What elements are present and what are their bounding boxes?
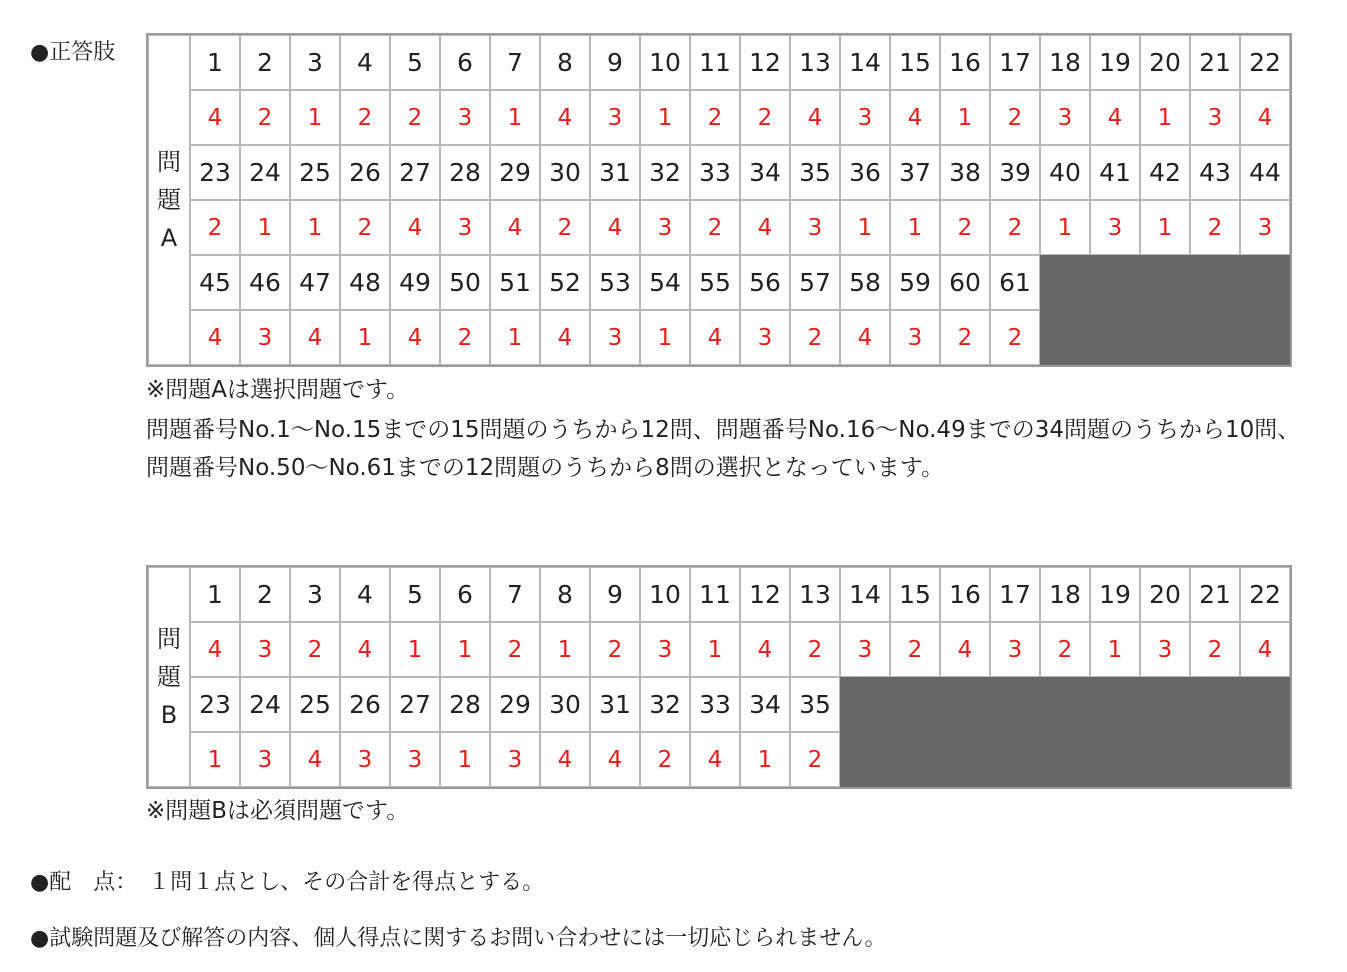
note-a-line1: ※問題Aは選択問題です。 (146, 377, 410, 403)
table-a-answer-value: 2 (340, 200, 390, 255)
table-b-answer-row (148, 622, 1290, 677)
table-b-question-number: 21 (1190, 567, 1240, 622)
table-a-question-number: 12 (740, 35, 790, 90)
table-b-question-number: 13 (790, 567, 840, 622)
table-a-answer-value: 4 (1240, 90, 1290, 145)
table-a-answer-value: 4 (540, 310, 590, 365)
table-b-question-number: 3 (290, 567, 340, 622)
table-a-question-number: 49 (390, 255, 440, 310)
table-a-answer-value: 4 (790, 90, 840, 145)
table-a-answer-value: 1 (940, 90, 990, 145)
table-a-answer-value: 4 (590, 200, 640, 255)
table-b-question-number: 28 (440, 677, 490, 732)
answer-table-a (146, 33, 1292, 367)
table-a-question-number: 8 (540, 35, 590, 90)
table-a-question-number: 1 (190, 35, 240, 90)
table-b-question-number: 22 (1240, 567, 1290, 622)
table-a-answer-value: 1 (890, 200, 940, 255)
table-a-answer-value: 1 (640, 310, 690, 365)
table-a-question-number: 47 (290, 255, 340, 310)
table-a-answer-value: 3 (790, 200, 840, 255)
table-b-answer-value: 2 (290, 622, 340, 677)
table-b-question-number: 26 (340, 677, 390, 732)
table-a-answer-value: 3 (1240, 200, 1290, 255)
table-a-question-number: 13 (790, 35, 840, 90)
table-b-answer-value: 4 (340, 622, 390, 677)
table-a-question-number: 23 (190, 145, 240, 200)
table-b-row-label: 問 題 B (148, 567, 190, 787)
table-a-answer-value: 3 (440, 90, 490, 145)
table-b-question-number: 32 (640, 677, 690, 732)
scoring-note: ●配 点： １問１点とし、その合計を得点とする。 (30, 870, 545, 895)
table-b-answer-value: 2 (890, 622, 940, 677)
table-b-answer-value: 2 (790, 732, 840, 787)
table-b-answer-value: 4 (590, 732, 640, 787)
table-a-question-number: 27 (390, 145, 440, 200)
table-a-answer-value: 3 (1040, 90, 1090, 145)
table-a-answer-value: 4 (390, 310, 440, 365)
table-a-question-number: 39 (990, 145, 1040, 200)
note-a-line2: 問題番号No.1～No.15までの15問題のうちから12問、問題番号No.16～No.49までの34問題のうちから10問、問題番号No.50～No.61までの12問題のうちから8問の選択となっています。 (146, 417, 1301, 481)
table-a-question-number: 16 (940, 35, 990, 90)
table-a-empty-block (1040, 255, 1290, 365)
table-b-answer-value: 4 (690, 732, 740, 787)
table-a-question-number: 57 (790, 255, 840, 310)
table-a-question-number: 18 (1040, 35, 1090, 90)
table-a-question-number: 22 (1240, 35, 1290, 90)
table-a-question-number: 44 (1240, 145, 1290, 200)
table-b-answer-value: 2 (640, 732, 690, 787)
table-a-question-number: 50 (440, 255, 490, 310)
table-a-question-number: 38 (940, 145, 990, 200)
table-a-answer-value: 3 (890, 310, 940, 365)
disclaimer-note: ●試験問題及び解答の内容、個人得点に関するお問い合わせには一切応じられません。 (30, 926, 887, 951)
table-a-number-row (148, 35, 1290, 90)
table-b-answer-value: 4 (940, 622, 990, 677)
table-a-answer-value: 4 (740, 200, 790, 255)
table-a-answer-value: 3 (1190, 90, 1240, 145)
table-a-question-number: 30 (540, 145, 590, 200)
table-b-question-number: 9 (590, 567, 640, 622)
table-b-answer-value: 1 (190, 732, 240, 787)
table-b-question-number: 5 (390, 567, 440, 622)
table-a-question-number: 34 (740, 145, 790, 200)
table-a-answer-value: 3 (1090, 200, 1140, 255)
table-a-answer-value: 2 (240, 90, 290, 145)
table-a-row-label: 問 題 A (148, 35, 190, 365)
table-b-answer-value: 3 (1140, 622, 1190, 677)
table-b-number-row (148, 677, 1290, 732)
table-b-question-number: 15 (890, 567, 940, 622)
table-a-question-number: 28 (440, 145, 490, 200)
table-a-answer-value: 1 (1140, 200, 1190, 255)
table-b-question-number: 25 (290, 677, 340, 732)
table-b-empty-block (840, 677, 1290, 787)
table-a-answer-value: 1 (1140, 90, 1190, 145)
table-b-question-number: 23 (190, 677, 240, 732)
table-b-question-number: 27 (390, 677, 440, 732)
table-a-question-number: 35 (790, 145, 840, 200)
table-b-answer-value: 3 (490, 732, 540, 787)
table-a-answer-value: 1 (1040, 200, 1090, 255)
table-a-question-number: 33 (690, 145, 740, 200)
table-b-number-row (148, 567, 1290, 622)
table-b-question-number: 18 (1040, 567, 1090, 622)
table-a-answer-value: 2 (740, 90, 790, 145)
table-a-answer-value: 2 (990, 90, 1040, 145)
table-b-question-number: 29 (490, 677, 540, 732)
table-a-question-number: 46 (240, 255, 290, 310)
table-a-answer-value: 4 (690, 310, 740, 365)
table-a-answer-value: 1 (240, 200, 290, 255)
table-a-answer-value: 4 (1090, 90, 1140, 145)
table-a-answer-value: 2 (190, 200, 240, 255)
table-a-answer-value: 2 (690, 200, 740, 255)
table-b-question-number: 24 (240, 677, 290, 732)
table-a-question-number: 51 (490, 255, 540, 310)
table-a-answer-value: 4 (290, 310, 340, 365)
table-a-answer-value: 1 (290, 200, 340, 255)
table-a-question-number: 56 (740, 255, 790, 310)
table-a-answer-value: 4 (190, 310, 240, 365)
table-a-question-number: 40 (1040, 145, 1090, 200)
table-a-question-number: 2 (240, 35, 290, 90)
table-b-question-number: 30 (540, 677, 590, 732)
table-a-answer-value: 3 (840, 90, 890, 145)
table-b-question-number: 14 (840, 567, 890, 622)
table-b-question-number: 16 (940, 567, 990, 622)
table-a-question-number: 15 (890, 35, 940, 90)
table-a-question-number: 58 (840, 255, 890, 310)
table-a-answer-value: 2 (790, 310, 840, 365)
table-a-answer-value: 2 (990, 200, 1040, 255)
table-a-question-number: 6 (440, 35, 490, 90)
table-a-answer-value: 4 (540, 90, 590, 145)
table-b-answer-value: 2 (590, 622, 640, 677)
table-a-answer-value: 2 (340, 90, 390, 145)
table-a-answer-value: 3 (640, 200, 690, 255)
table-a-answer-value: 2 (440, 310, 490, 365)
table-b-question-number: 34 (740, 677, 790, 732)
table-a-answer-value: 1 (340, 310, 390, 365)
table-b-answer-value: 4 (540, 732, 590, 787)
table-b-answer-value: 4 (190, 622, 240, 677)
table-a-answer-value: 2 (990, 310, 1040, 365)
table-a-question-number: 17 (990, 35, 1040, 90)
table-a-answer-value: 4 (840, 310, 890, 365)
table-b-question-number: 1 (190, 567, 240, 622)
table-a-question-number: 20 (1140, 35, 1190, 90)
table-a-number-row (148, 145, 1290, 200)
table-a-question-number: 31 (590, 145, 640, 200)
table-a-question-number: 3 (290, 35, 340, 90)
table-b-answer-value: 1 (740, 732, 790, 787)
table-a-question-number: 37 (890, 145, 940, 200)
table-b-answer-value: 3 (990, 622, 1040, 677)
table-b-answer-value: 3 (840, 622, 890, 677)
table-a-question-number: 9 (590, 35, 640, 90)
table-b-answer-value: 1 (540, 622, 590, 677)
table-b-answer-value: 2 (1190, 622, 1240, 677)
table-a-answer-value: 3 (590, 90, 640, 145)
table-a-question-number: 60 (940, 255, 990, 310)
table-a-question-number: 54 (640, 255, 690, 310)
table-a-answer-value: 2 (390, 90, 440, 145)
table-a-answer-value: 3 (590, 310, 640, 365)
table-b-answer-value: 3 (240, 732, 290, 787)
table-a-question-number: 19 (1090, 35, 1140, 90)
table-b-question-number: 33 (690, 677, 740, 732)
table-a-question-number: 36 (840, 145, 890, 200)
table-a-answer-value: 3 (240, 310, 290, 365)
table-a-answer-row (148, 200, 1290, 255)
table-b-question-number: 12 (740, 567, 790, 622)
note-b: ※問題Bは必須問題です。 (146, 798, 410, 824)
table-a-answer-row (148, 90, 1290, 145)
table-a-question-number: 52 (540, 255, 590, 310)
table-a-question-number: 14 (840, 35, 890, 90)
table-b-question-number: 2 (240, 567, 290, 622)
table-b-answer-value: 4 (290, 732, 340, 787)
table-a-question-number: 21 (1190, 35, 1240, 90)
table-b-question-number: 19 (1090, 567, 1140, 622)
table-b-answer-value: 1 (440, 622, 490, 677)
table-a-number-row (148, 255, 1290, 310)
table-a-answer-value: 3 (740, 310, 790, 365)
table-b-answer-value: 2 (490, 622, 540, 677)
table-b-answer-value: 2 (1040, 622, 1090, 677)
table-a-answer-value: 2 (940, 310, 990, 365)
answers-heading: ●正答肢 (30, 40, 116, 65)
table-a-answer-value: 1 (490, 90, 540, 145)
table-a-question-number: 25 (290, 145, 340, 200)
table-a-answer-value: 2 (940, 200, 990, 255)
table-a-question-number: 26 (340, 145, 390, 200)
table-a-question-number: 24 (240, 145, 290, 200)
table-a-answer-value: 4 (390, 200, 440, 255)
table-b-question-number: 11 (690, 567, 740, 622)
table-b-question-number: 35 (790, 677, 840, 732)
table-a-question-number: 11 (690, 35, 740, 90)
table-a-question-number: 42 (1140, 145, 1190, 200)
table-b-question-number: 17 (990, 567, 1040, 622)
table-a-question-number: 41 (1090, 145, 1140, 200)
table-b-answer-value: 4 (740, 622, 790, 677)
table-a-answer-value: 1 (290, 90, 340, 145)
table-a-question-number: 7 (490, 35, 540, 90)
table-b-question-number: 31 (590, 677, 640, 732)
table-a-answer-value: 1 (640, 90, 690, 145)
table-a-answer-value: 2 (540, 200, 590, 255)
table-b-answer-value: 3 (640, 622, 690, 677)
table-a-question-number: 45 (190, 255, 240, 310)
table-a-answer-value: 2 (690, 90, 740, 145)
table-a-question-number: 32 (640, 145, 690, 200)
table-a-answer-value: 3 (440, 200, 490, 255)
answer-table-b (146, 565, 1292, 789)
table-b-question-number: 8 (540, 567, 590, 622)
table-b-question-number: 4 (340, 567, 390, 622)
table-b-answer-value: 1 (690, 622, 740, 677)
table-a-question-number: 48 (340, 255, 390, 310)
table-b-question-number: 10 (640, 567, 690, 622)
table-a-answer-value: 4 (490, 200, 540, 255)
table-b-answer-value: 1 (440, 732, 490, 787)
table-b-answer-value: 2 (790, 622, 840, 677)
table-a-question-number: 29 (490, 145, 540, 200)
table-a-answer-value: 1 (490, 310, 540, 365)
table-b-question-number: 20 (1140, 567, 1190, 622)
table-b-answer-value: 1 (390, 622, 440, 677)
table-a-question-number: 5 (390, 35, 440, 90)
table-b-answer-value: 1 (1090, 622, 1140, 677)
table-a-question-number: 59 (890, 255, 940, 310)
table-a-question-number: 4 (340, 35, 390, 90)
table-a-question-number: 43 (1190, 145, 1240, 200)
table-a-question-number: 53 (590, 255, 640, 310)
table-b-answer-value: 3 (340, 732, 390, 787)
table-a-answer-value: 4 (190, 90, 240, 145)
table-b-question-number: 7 (490, 567, 540, 622)
table-a-answer-value: 4 (890, 90, 940, 145)
table-a-question-number: 55 (690, 255, 740, 310)
table-a-answer-value: 1 (840, 200, 890, 255)
table-a-question-number: 61 (990, 255, 1040, 310)
table-b-answer-value: 3 (240, 622, 290, 677)
table-b-answer-value: 4 (1240, 622, 1290, 677)
table-a-answer-value: 2 (1190, 200, 1240, 255)
table-a-question-number: 10 (640, 35, 690, 90)
table-b-question-number: 6 (440, 567, 490, 622)
table-b-answer-value: 3 (390, 732, 440, 787)
